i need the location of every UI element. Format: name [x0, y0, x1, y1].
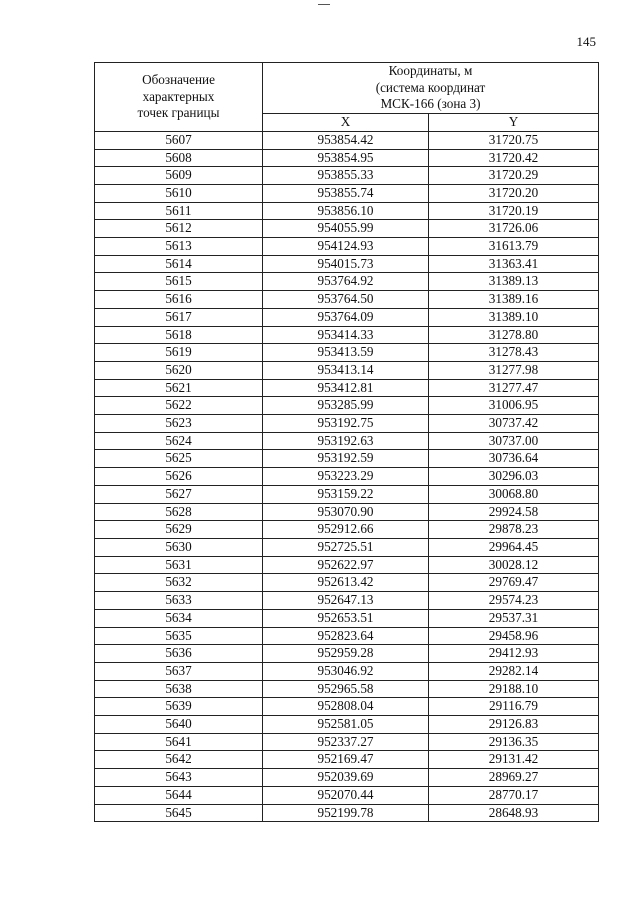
y-coordinate-cell: 31720.29	[429, 167, 599, 185]
y-coordinate-cell: 30028.12	[429, 556, 599, 574]
x-coordinate-cell: 953855.74	[263, 184, 429, 202]
x-coordinate-cell: 953070.90	[263, 503, 429, 521]
y-coordinate-cell: 28770.17	[429, 786, 599, 804]
table-row	[95, 184, 599, 202]
point-id-cell: 5620	[95, 361, 263, 379]
x-coordinate-cell: 952622.97	[263, 556, 429, 574]
x-coordinate-cell: 953413.59	[263, 344, 429, 362]
point-id-cell: 5639	[95, 698, 263, 716]
table-row	[95, 698, 599, 716]
table-row	[95, 769, 599, 787]
table-row	[95, 804, 599, 822]
y-coordinate-cell: 31278.80	[429, 326, 599, 344]
table-row	[95, 733, 599, 751]
point-id-cell: 5642	[95, 751, 263, 769]
point-id-cell: 5637	[95, 662, 263, 680]
x-coordinate-cell: 952581.05	[263, 716, 429, 734]
table-row	[95, 131, 599, 149]
y-coordinate-cell: 29412.93	[429, 645, 599, 663]
table-row	[95, 167, 599, 185]
y-coordinate-cell: 31389.16	[429, 291, 599, 309]
x-coordinate-cell: 954055.99	[263, 220, 429, 238]
table-row	[95, 415, 599, 433]
x-column-header: X	[263, 114, 429, 132]
y-coordinate-cell: 29282.14	[429, 662, 599, 680]
point-id-cell: 5621	[95, 379, 263, 397]
x-coordinate-cell: 953764.92	[263, 273, 429, 291]
table-row	[95, 538, 599, 556]
table-row	[95, 662, 599, 680]
top-mark	[318, 4, 330, 5]
table-row	[95, 556, 599, 574]
x-coordinate-cell: 953192.63	[263, 432, 429, 450]
y-coordinate-cell: 31277.47	[429, 379, 599, 397]
x-coordinate-cell: 953854.95	[263, 149, 429, 167]
y-coordinate-cell: 31278.43	[429, 344, 599, 362]
table-row	[95, 220, 599, 238]
table-row	[95, 308, 599, 326]
table-row	[95, 716, 599, 734]
point-id-cell: 5611	[95, 202, 263, 220]
table-row	[95, 680, 599, 698]
y-coordinate-cell: 29964.45	[429, 538, 599, 556]
y-coordinate-cell: 31006.95	[429, 397, 599, 415]
point-id-cell: 5619	[95, 344, 263, 362]
x-coordinate-cell: 953414.33	[263, 326, 429, 344]
point-id-cell: 5628	[95, 503, 263, 521]
x-coordinate-cell: 952337.27	[263, 733, 429, 751]
y-coordinate-cell: 30737.00	[429, 432, 599, 450]
point-id-cell: 5623	[95, 415, 263, 433]
y-coordinate-cell: 31720.19	[429, 202, 599, 220]
y-coordinate-cell: 31613.79	[429, 238, 599, 256]
y-coordinate-cell: 29136.35	[429, 733, 599, 751]
y-coordinate-cell: 31720.20	[429, 184, 599, 202]
y-coordinate-cell: 31720.42	[429, 149, 599, 167]
point-id-cell: 5609	[95, 167, 263, 185]
point-id-cell: 5613	[95, 238, 263, 256]
point-id-cell: 5640	[95, 716, 263, 734]
table-row	[95, 645, 599, 663]
table-row	[95, 255, 599, 273]
point-id-cell: 5612	[95, 220, 263, 238]
point-id-cell: 5622	[95, 397, 263, 415]
point-id-cell: 5608	[95, 149, 263, 167]
table-row	[95, 592, 599, 610]
table-row	[95, 609, 599, 627]
table-row	[95, 521, 599, 539]
y-coordinate-cell: 30736.64	[429, 450, 599, 468]
point-id-cell: 5632	[95, 574, 263, 592]
y-coordinate-cell: 29458.96	[429, 627, 599, 645]
y-coordinate-cell: 31389.13	[429, 273, 599, 291]
y-coordinate-cell: 29537.31	[429, 609, 599, 627]
x-coordinate-cell: 952725.51	[263, 538, 429, 556]
header-label-line: Обозначение	[142, 71, 215, 87]
points-label-header	[95, 63, 263, 132]
table-body	[95, 131, 599, 821]
y-coordinate-cell: 31277.98	[429, 361, 599, 379]
point-id-cell: 5626	[95, 468, 263, 486]
table-row	[95, 432, 599, 450]
table-row	[95, 344, 599, 362]
point-id-cell: 5629	[95, 521, 263, 539]
x-coordinate-cell: 952912.66	[263, 521, 429, 539]
x-coordinate-cell: 954124.93	[263, 238, 429, 256]
y-column-header: Y	[429, 114, 599, 132]
point-id-cell: 5624	[95, 432, 263, 450]
x-coordinate-cell: 952647.13	[263, 592, 429, 610]
y-coordinate-cell: 31363.41	[429, 255, 599, 273]
y-coordinate-cell: 31389.10	[429, 308, 599, 326]
header-label-line: характерных	[142, 88, 215, 104]
x-coordinate-cell: 953854.42	[263, 131, 429, 149]
y-coordinate-cell: 28648.93	[429, 804, 599, 822]
point-id-cell: 5641	[95, 733, 263, 751]
point-id-cell: 5610	[95, 184, 263, 202]
x-coordinate-cell: 953764.50	[263, 291, 429, 309]
x-coordinate-cell: 952070.44	[263, 786, 429, 804]
point-id-cell: 5614	[95, 255, 263, 273]
point-id-cell: 5635	[95, 627, 263, 645]
point-id-cell: 5633	[95, 592, 263, 610]
x-coordinate-cell: 953285.99	[263, 397, 429, 415]
x-coordinate-cell: 952169.47	[263, 751, 429, 769]
point-id-cell: 5630	[95, 538, 263, 556]
x-coordinate-cell: 953764.09	[263, 308, 429, 326]
table-row	[95, 450, 599, 468]
y-coordinate-cell: 31726.06	[429, 220, 599, 238]
x-coordinate-cell: 952965.58	[263, 680, 429, 698]
point-id-cell: 5617	[95, 308, 263, 326]
table-row	[95, 379, 599, 397]
header-coords-line: МСК-166 (зона 3)	[380, 96, 481, 112]
point-id-cell: 5634	[95, 609, 263, 627]
table-row	[95, 202, 599, 220]
y-coordinate-cell: 29126.83	[429, 716, 599, 734]
point-id-cell: 5644	[95, 786, 263, 804]
x-coordinate-cell: 953412.81	[263, 379, 429, 397]
y-coordinate-cell: 29188.10	[429, 680, 599, 698]
table-row	[95, 291, 599, 309]
x-coordinate-cell: 953159.22	[263, 485, 429, 503]
x-coordinate-cell: 952613.42	[263, 574, 429, 592]
coordinates-table	[94, 62, 599, 822]
x-coordinate-cell: 953413.14	[263, 361, 429, 379]
x-coordinate-cell: 952653.51	[263, 609, 429, 627]
page-number: 145	[576, 34, 596, 49]
point-id-cell: 5643	[95, 769, 263, 787]
x-coordinate-cell: 953046.92	[263, 662, 429, 680]
y-coordinate-cell: 28969.27	[429, 769, 599, 787]
table-row	[95, 238, 599, 256]
table-row	[95, 397, 599, 415]
table-row	[95, 786, 599, 804]
x-coordinate-cell: 952039.69	[263, 769, 429, 787]
point-id-cell: 5631	[95, 556, 263, 574]
y-coordinate-cell: 29769.47	[429, 574, 599, 592]
x-coordinate-cell: 952823.64	[263, 627, 429, 645]
header-coords-line: (система координат	[375, 79, 486, 95]
point-id-cell: 5607	[95, 131, 263, 149]
x-coordinate-cell: 953223.29	[263, 468, 429, 486]
x-coordinate-cell: 952959.28	[263, 645, 429, 663]
y-coordinate-cell: 29131.42	[429, 751, 599, 769]
y-coordinate-cell: 29574.23	[429, 592, 599, 610]
point-id-cell: 5625	[95, 450, 263, 468]
table-row	[95, 149, 599, 167]
x-coordinate-cell: 953192.75	[263, 415, 429, 433]
table-row	[95, 627, 599, 645]
table-row	[95, 468, 599, 486]
x-coordinate-cell: 952199.78	[263, 804, 429, 822]
point-id-cell: 5615	[95, 273, 263, 291]
point-id-cell: 5636	[95, 645, 263, 663]
header-coords-line: Координаты, м	[388, 63, 473, 78]
table-row	[95, 485, 599, 503]
x-coordinate-cell: 953856.10	[263, 202, 429, 220]
y-coordinate-cell: 30296.03	[429, 468, 599, 486]
y-coordinate-cell: 30737.42	[429, 415, 599, 433]
x-coordinate-cell: 953855.33	[263, 167, 429, 185]
point-id-cell: 5638	[95, 680, 263, 698]
table-row	[95, 574, 599, 592]
x-coordinate-cell: 952808.04	[263, 698, 429, 716]
point-id-cell: 5627	[95, 485, 263, 503]
table-row	[95, 326, 599, 344]
y-coordinate-cell: 31720.75	[429, 131, 599, 149]
table-row	[95, 273, 599, 291]
x-coordinate-cell: 953192.59	[263, 450, 429, 468]
y-coordinate-cell: 29924.58	[429, 503, 599, 521]
coordinates-header	[263, 63, 599, 114]
table-row	[95, 751, 599, 769]
header-label-line: точек границы	[137, 105, 220, 121]
x-coordinate-cell: 954015.73	[263, 255, 429, 273]
point-id-cell: 5618	[95, 326, 263, 344]
y-coordinate-cell: 29878.23	[429, 521, 599, 539]
y-coordinate-cell: 30068.80	[429, 485, 599, 503]
table-row	[95, 361, 599, 379]
table-row	[95, 503, 599, 521]
point-id-cell: 5645	[95, 804, 263, 822]
y-coordinate-cell: 29116.79	[429, 698, 599, 716]
point-id-cell: 5616	[95, 291, 263, 309]
